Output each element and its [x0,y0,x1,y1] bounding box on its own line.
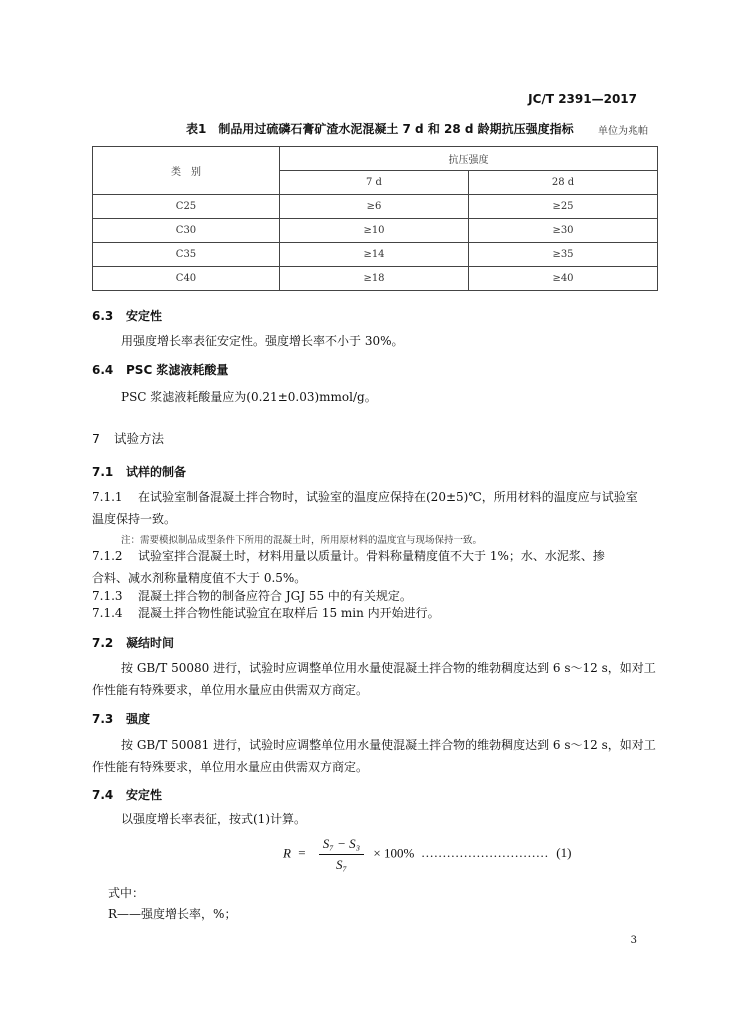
clause-text: 混凝土拌合物的制备应符合 JGJ 55 中的有关规定。 [138,589,412,603]
cell-category: C40 [93,267,280,291]
formula-numerator: S₇ − S₃ [319,836,364,855]
section-number: 7.3 [92,712,114,726]
header-category: 类 别 [93,147,280,195]
header-compressive-strength: 抗压强度 [280,147,658,171]
clause-number: 7.1.1 [92,490,123,504]
section-title: 试样的制备 [126,465,187,479]
chapter-heading-7 [92,429,164,447]
cell-28d: ≥25 [469,195,658,219]
cell-category: C30 [93,219,280,243]
clause-number: 7.1.2 [92,549,123,563]
section-number: 7.2 [92,636,114,650]
table-row [93,267,658,291]
formula-denominator: S₇ [335,857,347,872]
section-heading-7-1 [92,463,186,480]
table-unit: 单位为兆帕 [598,126,648,137]
section-title: 凝结时间 [126,636,175,650]
table-caption: 表1 制品用过硫磷石膏矿渣水泥混凝土 7 d 和 28 d 龄期抗压强度指标 [186,122,574,136]
chapter-number: 7 [92,431,100,446]
clause-text: 混凝土拌合物性能试验宜在取样后 15 min 内开始进行。 [138,606,440,620]
formula-equals: = [298,845,306,861]
paragraph: 按 GB/T 50081 进行，试验时应调整单位用水量使混凝土拌合物的维勃稠度达到 6 s～12 s，如对工 [121,738,656,752]
clause-text: 试验室拌合混凝土时，材料用量以质量计。骨料称量精度值不大于 1%；水、水泥浆、掺 [138,549,605,563]
section-number: 6.3 [92,309,114,323]
clause-7-1-2 [92,545,605,567]
table-row [93,195,658,219]
strength-table [92,146,658,291]
clause-text-cont: 合料、减水剂称量精度值不大于 0.5%。 [92,571,307,585]
where-r-definition: R——强度增长率，%； [108,907,237,921]
header-7d: 7 d [280,171,469,195]
section-heading-7-2 [92,634,174,651]
paragraph-cont: 作性能有特殊要求，单位用水量应由供需双方商定。 [92,683,369,697]
section-title: 安定性 [126,309,163,323]
clause-text-cont: 温度保持一致。 [92,512,177,526]
formula-1 [283,836,571,873]
formula-tag: (1) [556,845,572,861]
clause-7-1-1 [92,486,638,508]
section-heading-7-4 [92,786,162,803]
paragraph: 用强度增长率表征安定性。强度增长率不小于 30%。 [121,334,404,348]
section-number: 7.4 [92,788,114,802]
clause-7-1-4 [92,602,440,624]
table-row [93,243,658,267]
section-title: 安定性 [126,788,163,802]
cell-category: C25 [93,195,280,219]
cell-7d: ≥6 [280,195,469,219]
standard-number: JC/T 2391—2017 [528,92,637,106]
paragraph-cont: 作性能有特殊要求，单位用水量应由供需双方商定。 [92,760,369,774]
note: 注：需要模拟制品成型条件下所用的混凝土时，所用原材料的温度宜与现场保持一致。 [121,535,483,546]
paragraph: PSC 浆滤液耗酸量应为(0.21±0.03)mmol/g。 [121,390,377,404]
cell-7d: ≥10 [280,219,469,243]
header-28d: 28 d [469,171,658,195]
formula-rhs: × 100% [373,845,415,861]
formula-lhs: R [283,845,291,861]
clause-text: 在试验室制备混凝土拌合物时，试验室的温度应保持在(20±5)℃，所用材料的温度应与试验室 [138,490,638,504]
table-row [93,219,658,243]
clause-number: 7.1.3 [92,589,123,603]
section-heading-6-3 [92,307,162,324]
section-title: 强度 [126,712,151,726]
clause-number: 7.1.4 [92,606,123,620]
cell-7d: ≥14 [280,243,469,267]
section-number: 7.1 [92,465,114,479]
section-title: PSC 浆滤液耗酸量 [126,363,229,377]
paragraph: 以强度增长率表征，按式(1)计算。 [121,812,306,826]
cell-28d: ≥40 [469,267,658,291]
section-heading-7-3 [92,710,150,727]
cell-28d: ≥35 [469,243,658,267]
where-label: 式中： [108,886,145,900]
formula-leader-dots: .............................. [421,845,550,861]
cell-28d: ≥30 [469,219,658,243]
section-heading-6-4 [92,361,228,378]
section-number: 6.4 [92,363,114,377]
cell-category: C35 [93,243,280,267]
cell-7d: ≥18 [280,267,469,291]
chapter-title: 试验方法 [114,431,165,446]
paragraph: 按 GB/T 50080 进行，试验时应调整单位用水量使混凝土拌合物的维勃稠度达到 6 s～12 s，如对工 [121,661,656,675]
formula-fraction [319,836,364,873]
page-number: 3 [630,935,637,946]
